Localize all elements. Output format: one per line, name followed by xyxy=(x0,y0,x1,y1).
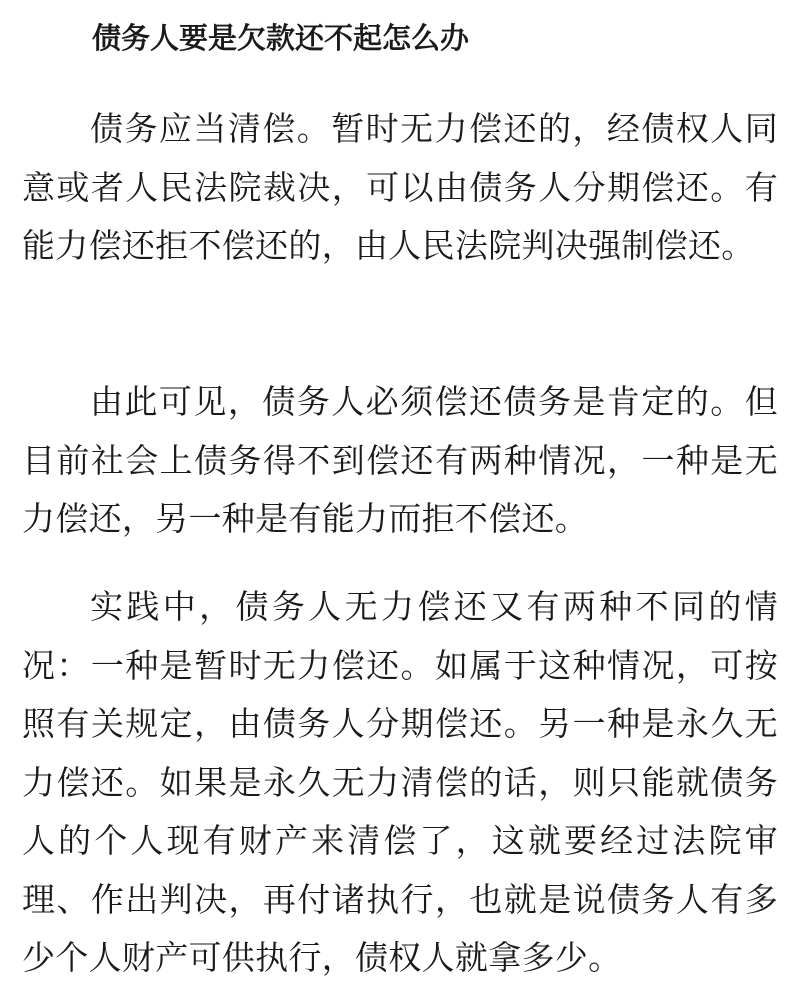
article-title: 债务人要是欠款还不起怎么办 xyxy=(92,21,470,55)
paragraph-2: 由此可见，债务人必须偿还债务是肯定的。但目前社会上债务得不到偿还有两种情况，一种是无力偿还，另一种是有能力而拒不偿还。 xyxy=(22,382,778,538)
paragraph-3: 实践中，债务人无力偿还又有两种不同的情况：一种是暂时无力偿还。如属于这种情况，可按照有关规定，由债务人分期偿还。另一种是永久无力偿还。如果是永久无力清偿的话，则只能就债务人的个人现有财产来清偿了，这就要经过法院审理、作出判决，再付诸执行，也就是说债务人有多少个人财产可供执行，债权人就拿多少。 xyxy=(22,587,778,977)
paragraph-1: 债务应当清偿。暂时无力偿还的，经债权人同意或者人民法院裁决，可以由债务人分期偿还。有能力偿还拒不偿还的，由人民法院判决强制偿还。 xyxy=(22,109,778,265)
